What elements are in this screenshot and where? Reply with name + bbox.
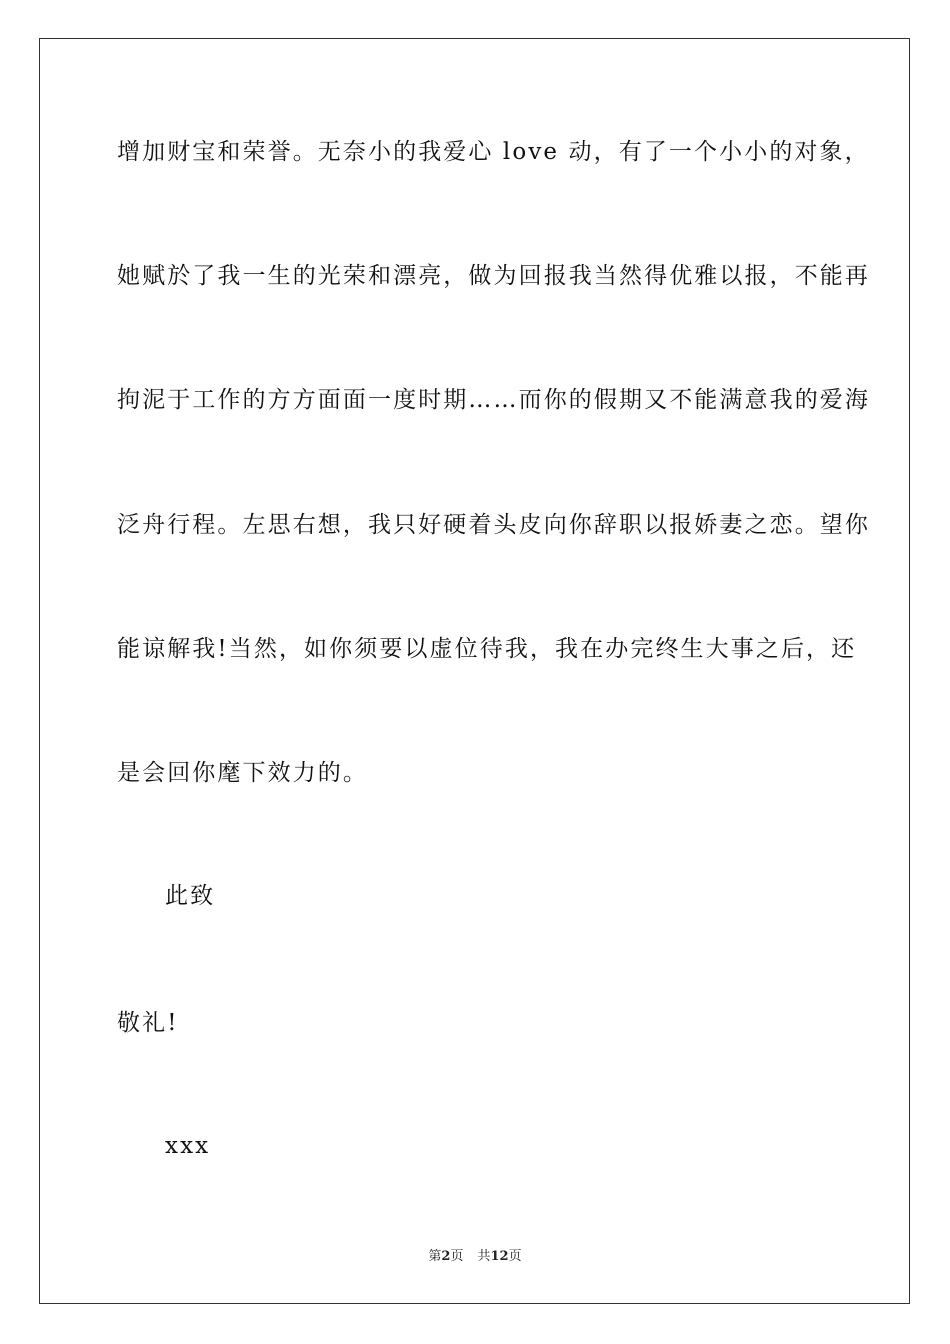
footer-page-suffix: 页 [450,1249,464,1264]
body-line-5: 能谅解我!当然，如你须要以虚位待我，我在办完终生大事之后，还 [117,636,857,662]
page-footer [0,1248,950,1266]
page-border [39,38,910,1304]
footer-page-current: 2 [441,1249,451,1264]
footer-total-prefix: 共 [477,1249,491,1264]
body-line-4: 泛舟行程。左思右想，我只好硬着头皮向你辞职以报娇妻之恋。望你 [117,512,870,538]
closing-text: 此致 [165,883,216,909]
body-line-1: 增加财宝和荣誉。无奈小的我爱心 love 动，有了一个小小的对象， [117,139,870,165]
footer-page-total: 12 [490,1249,509,1264]
body-line-6: 是会回你麾下效力的。 [117,760,368,786]
salutation-text: 敬礼! [117,1010,179,1036]
footer-total-suffix: 页 [508,1249,522,1264]
body-line-2: 她赋於了我一生的光荣和漂亮，做为回报我当然得优雅以报，不能再 [117,263,870,289]
footer-page-prefix: 第 [428,1249,442,1264]
body-line-3: 拘泥于工作的方方面面一度时期……而你的假期又不能满意我的爱海 [117,387,870,413]
signature-text: xxx [165,1133,211,1159]
